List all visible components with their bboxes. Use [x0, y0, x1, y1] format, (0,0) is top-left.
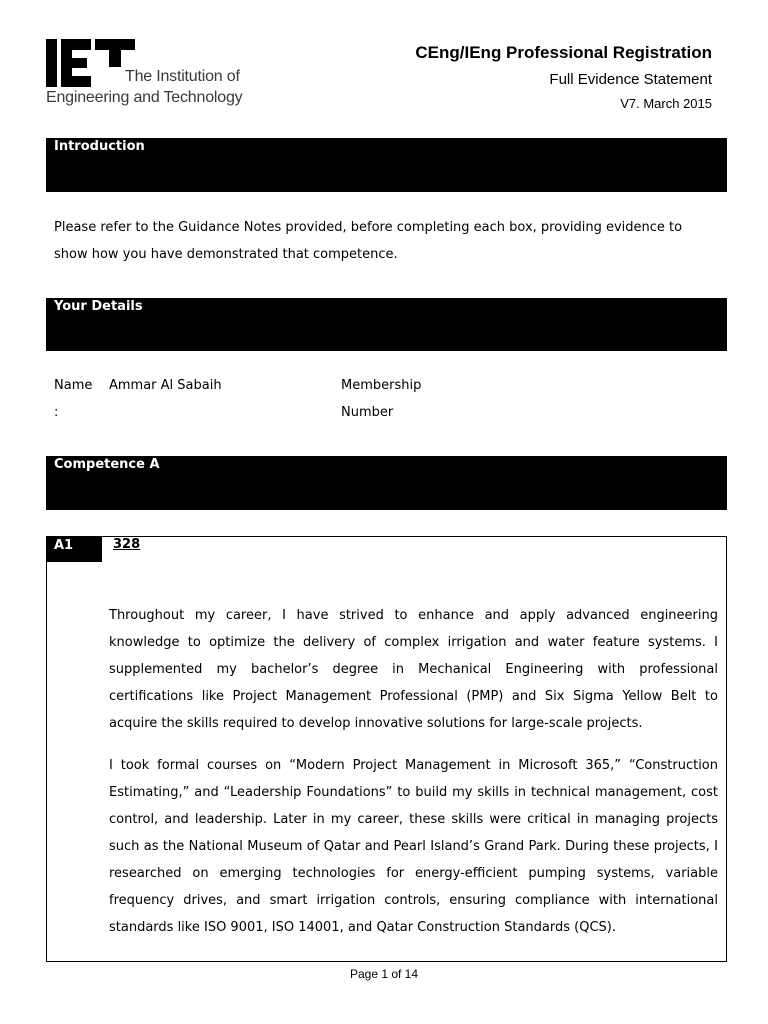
membership-label: Membership: [341, 378, 422, 393]
competence-heading: Competence A: [54, 457, 160, 472]
a1-tag: [47, 537, 102, 562]
a1-paragraph: I took formal courses on “Modern Project Management in Microsoft 365,” “Construction Estimating,” and “Leadership Foundations” to build my skills in technical management, cost control, and leadership. Later in my career, these skills were critical in managing projects such as the National Museum of Qatar and Pearl Island’s Grand Park. During these projects, I researched on emerging technologies for energy-efficient pumping systems, variable frequency drives, and smart irrigation controls, ensuring compliance with international standards like ISO 9001, ISO 14001, and Qatar Construction Standards (QCS).: [109, 758, 718, 935]
document-title: CEng/IEng Professional Registration: [415, 43, 712, 62]
membership-label-number: Number: [341, 405, 394, 420]
iet-logo-mark: [46, 39, 136, 87]
details-heading: Your Details: [54, 299, 143, 314]
a1-paragraph: Throughout my career, I have strived to enhance and apply advanced engineering knowledge to optimize the delivery of complex irrigation and water feature systems. I supplemented my bachelor’s degree in Mechanical Engineering with professional certifications like Project Management Professional (PMP) and Six Sigma Yellow Belt to acquire the skills required to develop innovative solutions for large-scale projects.: [109, 608, 718, 731]
name-label: Name: [54, 378, 93, 393]
document-version: V7. March 2015: [620, 96, 712, 111]
logo-text-line2: Engineering and Technology: [46, 89, 243, 106]
competence-heading-bar: [46, 456, 727, 510]
a1-word-count: 328: [113, 537, 141, 552]
details-heading-bar: [46, 298, 727, 351]
name-colon: :: [54, 405, 59, 420]
introduction-heading: Introduction: [54, 139, 145, 154]
logo-text-line1: The Institution of: [125, 68, 240, 85]
introduction-text: Please refer to the Guidance Notes provided, before completing each box, providing evidence to show how you have demonstrated that competence.: [54, 220, 683, 262]
iet-logo: [46, 39, 136, 87]
introduction-heading-bar: [46, 138, 727, 192]
name-value: Ammar Al Sabaih: [109, 378, 222, 393]
a1-tag-label: A1: [54, 538, 74, 553]
document-subtitle: Full Evidence Statement: [549, 71, 712, 88]
page-number: Page 1 of 14: [349, 967, 419, 981]
